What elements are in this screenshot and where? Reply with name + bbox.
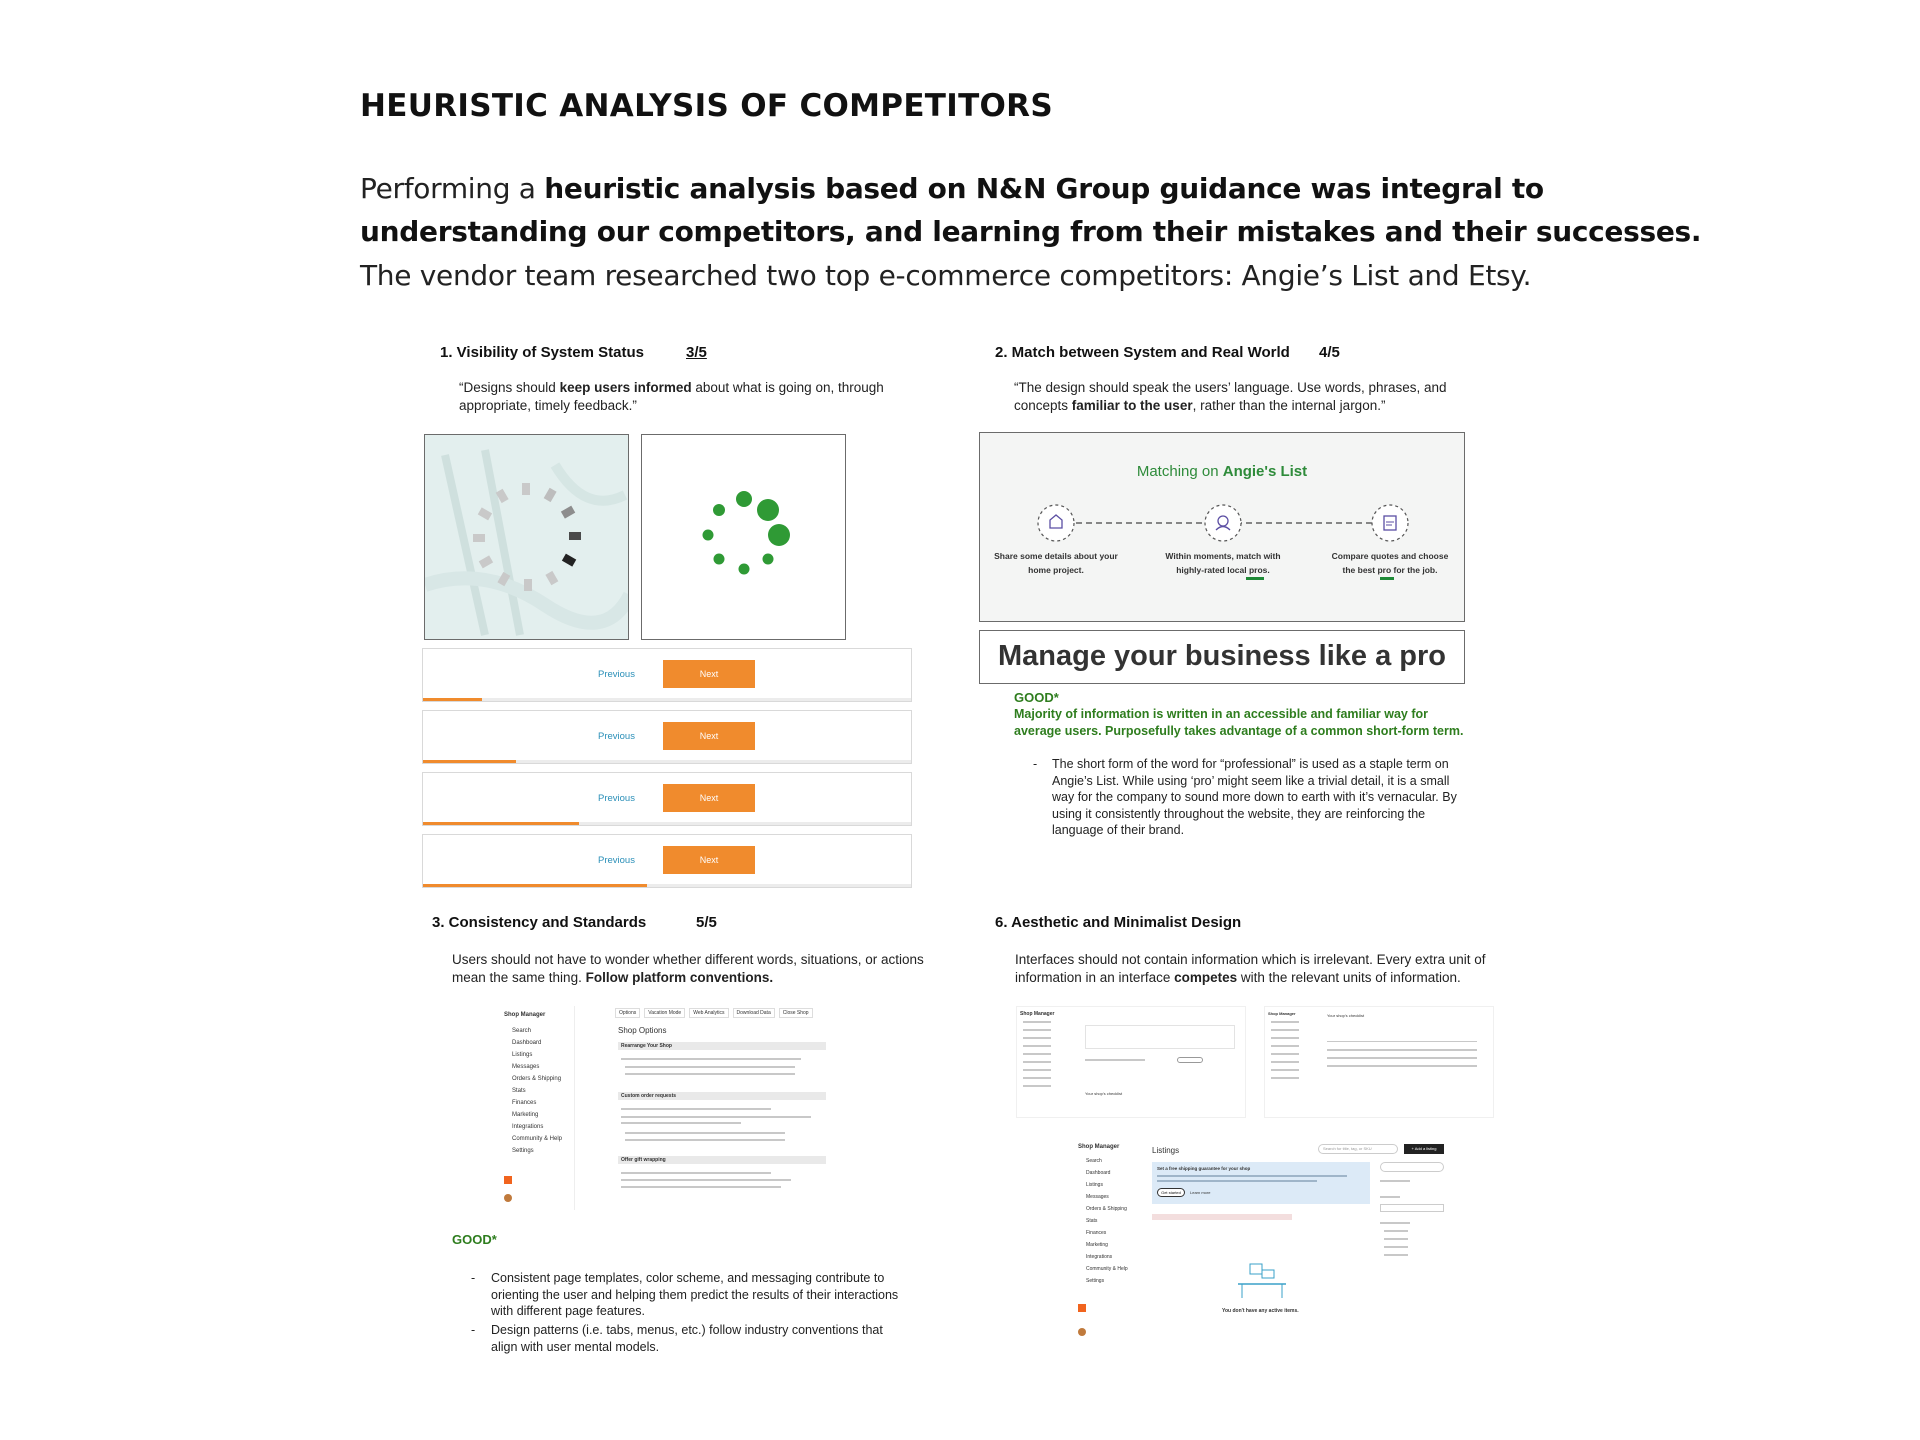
- menu-item[interactable]: Dashboard: [1086, 1170, 1111, 1176]
- menu-item[interactable]: Search: [512, 1028, 532, 1034]
- menu-item[interactable]: Marketing: [512, 1112, 539, 1118]
- step-2-text: Within moments, match with highly-rated local pros.: [1165, 551, 1281, 575]
- onboarding-nav-row: [422, 648, 912, 702]
- shop-manager-label: Shop Manager: [1078, 1144, 1120, 1150]
- menu-item[interactable]: Messages: [512, 1064, 540, 1070]
- quick-edit-button[interactable]: [1380, 1162, 1444, 1172]
- menu-item[interactable]: Dashboard: [512, 1040, 542, 1046]
- section-2-score: 4/5: [1319, 344, 1340, 361]
- menu-item[interactable]: Settings: [1086, 1278, 1105, 1284]
- section-2-bullet: The short form of the word for “professional” is used as a staple term on Angie’s List. While using ‘pro’ might seem like a trivial detail, it is a small way for the company to sound more down to earth with it’s vernacular. By using it consistently throughout the website, they are reinforcing the language of their brand.: [1052, 757, 1457, 837]
- menu-item[interactable]: Messages: [1086, 1194, 1109, 1200]
- loading-spinner-green-image: [641, 434, 846, 640]
- onboarding-nav-row: [422, 772, 912, 826]
- section-3-bullet-2: Design patterns (i.e. tabs, menus, etc.) follow industry conventions that align with user mental models.: [491, 1323, 883, 1354]
- section-3-score: 5/5: [696, 914, 717, 931]
- shop-avatar-icon: [504, 1176, 512, 1184]
- checklist-label: Your shop's checklist: [1085, 1091, 1123, 1096]
- group-title: Custom order requests: [621, 1093, 677, 1099]
- previous-link[interactable]: Previous: [598, 855, 635, 866]
- section-3-heading: 3. Consistency and Standards 5/5: [432, 914, 717, 931]
- progress-fill: [423, 822, 579, 825]
- menu-item[interactable]: Listings: [1086, 1182, 1103, 1188]
- progress-fill: [423, 760, 516, 763]
- section-3-bullet-1: Consistent page templates, color scheme, and messaging contribute to orienting the user and helping them predict the results of their interactions with different page features.: [491, 1271, 899, 1318]
- learn-more-link[interactable]: Learn more: [1190, 1190, 1211, 1195]
- next-button[interactable]: Next: [663, 784, 755, 812]
- progress-fill: [423, 698, 482, 701]
- menu-item[interactable]: Stats: [1086, 1218, 1098, 1224]
- section-3-good-label: GOOD*: [452, 1232, 497, 1247]
- onboarding-nav-row: [422, 834, 912, 888]
- user-avatar-icon: [1078, 1328, 1086, 1336]
- tab-close-shop[interactable]: Close Shop: [779, 1008, 813, 1018]
- next-button[interactable]: Next: [663, 722, 755, 750]
- shop-manager-label: Shop Manager: [1268, 1011, 1296, 1016]
- progress-fill: [423, 884, 647, 887]
- get-started-button[interactable]: Get started: [1157, 1188, 1185, 1197]
- menu-item[interactable]: Community & Help: [1086, 1266, 1128, 1272]
- menu-item[interactable]: Settings: [512, 1148, 534, 1154]
- progress-track: [423, 698, 911, 701]
- section-1-score: 3/5: [686, 344, 707, 361]
- tab-download-data[interactable]: Download Data: [733, 1008, 775, 1018]
- sort-select[interactable]: [1380, 1204, 1444, 1212]
- shop-manager-sidebar: [500, 1006, 575, 1210]
- green-dot-spinner-icon: [642, 435, 846, 640]
- menu-item[interactable]: Marketing: [1086, 1242, 1108, 1248]
- empty-shelf-illustration: [1232, 1260, 1292, 1302]
- menu-item[interactable]: Listings: [512, 1052, 533, 1058]
- etsy-dashboard-screenshot: [1016, 1006, 1246, 1118]
- tab-web-analytics[interactable]: Web Analytics: [689, 1008, 728, 1018]
- stats-card: [1085, 1025, 1235, 1049]
- section-2-good-text: Majority of information is written in an accessible and familiar way for average users. Purposefully takes advantage of a common short-form term.: [1014, 707, 1464, 738]
- menu-item[interactable]: Stats: [512, 1088, 526, 1094]
- menu-item[interactable]: Finances: [1086, 1230, 1107, 1236]
- group-title: Rearrange Your Shop: [621, 1043, 672, 1049]
- intro-line-3: The vendor team researched two top e-commerce competitors: Angie’s List and Etsy.: [360, 259, 1532, 292]
- section-2-heading: 2. Match between System and Real World 4/5: [995, 344, 1340, 361]
- shop-options-tabs: [615, 1008, 813, 1018]
- menu-item[interactable]: Orders & Shipping: [1086, 1206, 1127, 1212]
- section-3-quote: Users should not have to wonder whether different words, situations, or actions mean the same thing. Follow platform conventions.: [452, 952, 924, 985]
- pro-underline: [1380, 577, 1394, 580]
- previous-link[interactable]: Previous: [598, 793, 635, 804]
- section-1-heading: 1. Visibility of System Status 3/5: [440, 344, 707, 361]
- next-button[interactable]: Next: [663, 660, 755, 688]
- free-shipping-promo: [1152, 1162, 1370, 1204]
- menu-item[interactable]: Finances: [512, 1100, 537, 1106]
- section-1-quote: “Designs should keep users informed about what is going on, through appropriate, timely feedback.”: [459, 380, 884, 413]
- add-listing-button[interactable]: + Add a listing: [1404, 1144, 1444, 1154]
- tab-vacation-mode[interactable]: Vacation Mode: [644, 1008, 685, 1018]
- shop-manager-label: Shop Manager: [1020, 1011, 1055, 1017]
- next-button[interactable]: Next: [663, 846, 755, 874]
- previous-link[interactable]: Previous: [598, 731, 635, 742]
- section-2-quote: “The design should speak the users’ language. Use words, phrases, and concepts familiar to the user, rather than the internal jargon.”: [1014, 380, 1447, 413]
- section-6-heading: 6. Aesthetic and Minimalist Design: [995, 914, 1242, 931]
- etsy-checklist-screenshot: [1264, 1006, 1494, 1118]
- shop-manager-label: Shop Manager: [504, 1012, 546, 1018]
- previous-link[interactable]: Previous: [598, 669, 635, 680]
- map-background: [425, 435, 629, 640]
- section-6-quote: Interfaces should not contain information which is irrelevant. Every extra unit of information in an interface competes with the relevant units of information.: [1015, 952, 1486, 985]
- bullet-dash: -: [471, 1323, 476, 1337]
- tab-options[interactable]: Options: [615, 1008, 640, 1018]
- promo-title: Set a free shipping guarantee for your shop: [1157, 1166, 1251, 1171]
- angies-list-matching-screenshot: [979, 432, 1465, 622]
- checklist-label: Your shop's checklist: [1327, 1013, 1365, 1018]
- group-title: Offer gift wrapping: [621, 1157, 666, 1163]
- pros-underline: [1246, 577, 1264, 580]
- bullet-dash: -: [471, 1271, 476, 1285]
- step-1-text: Share some details about your home project.: [994, 551, 1118, 575]
- search-placeholder: Search for title, tag, or SKU: [1323, 1146, 1372, 1151]
- onboarding-nav-row: [422, 710, 912, 764]
- menu-item[interactable]: Integrations: [1086, 1254, 1113, 1260]
- manage-business-banner: Manage your business like a pro: [979, 630, 1465, 684]
- bullet-dash: -: [1033, 757, 1038, 771]
- page-title: HEURISTIC ANALYSIS OF COMPETITORS: [360, 88, 1053, 124]
- empty-state-text: You don't have any active items.: [1222, 1308, 1299, 1314]
- menu-item[interactable]: Search: [1086, 1158, 1102, 1164]
- menu-item[interactable]: Community & Help: [512, 1136, 563, 1142]
- pill-button[interactable]: [1177, 1057, 1203, 1063]
- intro-line-1: Performing a heuristic analysis based on N&N Group guidance was integral to: [360, 172, 1544, 205]
- etsy-shop-options-screenshot: [500, 1006, 830, 1210]
- listings-search-input[interactable]: [1318, 1144, 1398, 1154]
- menu-item[interactable]: Orders & Shipping: [512, 1076, 562, 1082]
- matching-steps-diagram: [980, 493, 1465, 553]
- etsy-listings-screenshot: [1074, 1140, 1446, 1346]
- step-3-text: Compare quotes and choose the best pro for the job.: [1331, 551, 1449, 575]
- intro-line-2: understanding our competitors, and learning from their mistakes and their successes.: [360, 215, 1702, 248]
- shop-options-heading: Shop Options: [618, 1026, 667, 1035]
- section-2-good-label: GOOD*: [1014, 690, 1059, 705]
- user-avatar-icon: [504, 1194, 512, 1202]
- menu-item[interactable]: Integrations: [512, 1124, 544, 1130]
- matching-heading: Matching on Angie's List: [1136, 463, 1308, 480]
- loading-spinner-map-image: [424, 434, 629, 640]
- shop-avatar-icon: [1078, 1304, 1086, 1312]
- listings-title: Listings: [1152, 1146, 1180, 1155]
